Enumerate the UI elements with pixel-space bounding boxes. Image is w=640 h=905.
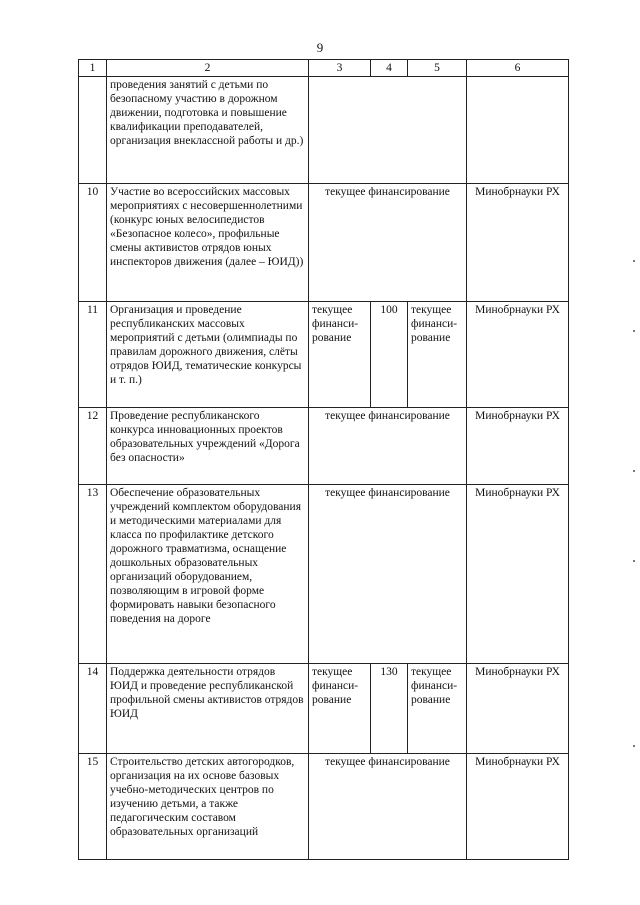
table-row [79, 485, 569, 664]
row-number: 15 [79, 754, 107, 860]
amount-cell: 130 [371, 664, 408, 754]
scan-mark [633, 260, 635, 262]
funding-cell: текущее финансирование [309, 184, 467, 302]
ministry-cell: Минобрнауки РХ [467, 408, 569, 485]
measure-text: Поддержка деятельности отрядов ЮИД и проведение республиканской профильной смены активистов отрядов ЮИД [107, 664, 309, 754]
table-row [79, 664, 569, 754]
funding-cell: текущее финансирование [309, 754, 467, 860]
table-row [79, 302, 569, 408]
measure-text: Участие во всероссийских массовых мероприятиях с несовершеннолетними (конкурс юных велосипедистов «Безопасное колесо», профильные смены активистов отрядов юных инспекторов движения (далее – ЮИД)) [107, 184, 309, 302]
table-row [79, 754, 569, 860]
ministry-cell [467, 77, 569, 184]
measure-text: Обеспечение образовательных учреждений комплектом оборудования и методическими материалами для класса по профилактике детского дорожного травматизма, оснащение дошкольных образовательных организаций оборудованием, позволяющим в игровой форме формировать навыки безопасного поведения на дороге [107, 485, 309, 664]
page-number: 9 [316, 40, 324, 55]
scan-mark [633, 560, 635, 562]
ministry-cell: Минобрнауки РХ [467, 485, 569, 664]
funding-cell [309, 77, 467, 184]
ministry-cell: Минобрнауки РХ [467, 754, 569, 860]
funding-cell: текущее финансирование [309, 485, 467, 664]
column-header: 4 [371, 60, 408, 77]
column-header: 6 [467, 60, 569, 77]
table-row [79, 184, 569, 302]
ministry-cell: Минобрнауки РХ [467, 664, 569, 754]
scan-edge-marks [633, 0, 637, 905]
row-number [79, 77, 107, 184]
row-number: 11 [79, 302, 107, 408]
funding-cell-col3: текущее финанси-рование [309, 664, 371, 754]
ministry-cell: Минобрнауки РХ [467, 302, 569, 408]
amount-cell: 100 [371, 302, 408, 408]
row-number: 10 [79, 184, 107, 302]
row-number: 12 [79, 408, 107, 485]
funding-cell-col3: текущее финанси-рование [309, 302, 371, 408]
scan-mark [633, 745, 635, 747]
measure-text: Организация и проведение республиканских массовых мероприятий с детьми (олимпиады по правилам дорожного движения, слёты отрядов ЮИД, тематические конкурсы и т. п.) [107, 302, 309, 408]
measure-text: Проведение республиканского конкурса инновационных проектов образовательных учреждений «Дорога без опасности» [107, 408, 309, 485]
row-number: 13 [79, 485, 107, 664]
column-header: 1 [79, 60, 107, 77]
table-row [79, 77, 569, 184]
scan-mark [633, 330, 635, 332]
scan-mark [633, 470, 635, 472]
funding-cell: текущее финансирование [309, 408, 467, 485]
measures-table [78, 59, 569, 860]
table-row [79, 408, 569, 485]
column-header: 5 [408, 60, 467, 77]
column-header: 2 [107, 60, 309, 77]
measure-text: проведения занятий с детьми по безопасному участию в дорожном движении, подготовка и повышение квалификации преподавателей, организация внеклассной работы и др.) [107, 77, 309, 184]
funding-cell-col5: текущее финанси-рование [408, 302, 467, 408]
measure-text: Строительство детских автогородков, организация на их основе базовых учебно-методических центров по изучению детьми, а также педагогическим составом образовательных организаций [107, 754, 309, 860]
ministry-cell: Минобрнауки РХ [467, 184, 569, 302]
table-header-row [79, 60, 569, 77]
row-number: 14 [79, 664, 107, 754]
funding-cell-col5: текущее финанси-рование [408, 664, 467, 754]
column-header: 3 [309, 60, 371, 77]
